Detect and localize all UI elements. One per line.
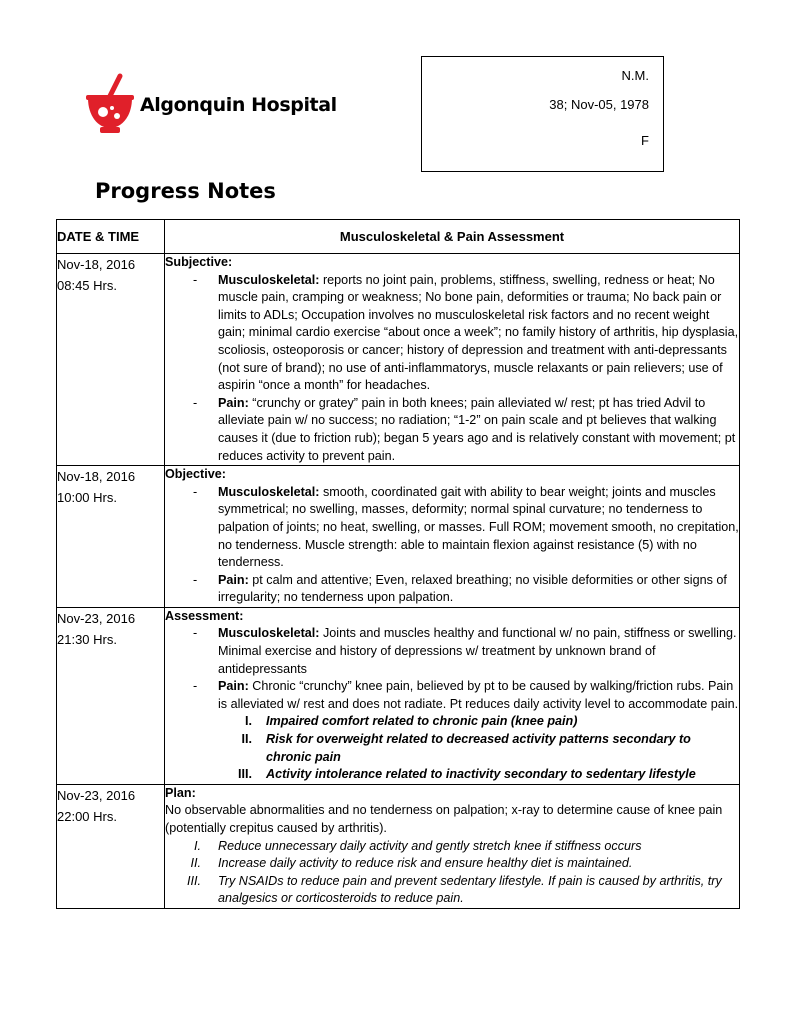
patient-info-box (421, 56, 664, 172)
plan-item (165, 873, 739, 908)
section-heading: Assessment: (165, 608, 244, 623)
item-label: Pain: (218, 572, 249, 587)
item-text: smooth, coordinated gait with ability to bear weight; joints and muscles symmetrical; no swelling, masses, deformity; normal spinal curvature; no tenderness to palpation of joints; no heat, swelling, or masses. Full ROM; movement smooth, no crepitation, no tenderness. Muscle strength: able to maintain flexion against resistance (5) with no tenderness. (218, 484, 739, 570)
note-cell (165, 784, 740, 908)
progress-notes-table (56, 219, 740, 909)
table-row (57, 254, 740, 466)
plan-text: Reduce unnecessary daily activity and gently stretch knee if stiffness occurs (218, 838, 642, 853)
table-row (57, 466, 740, 608)
item-text: “crunchy or gratey” pain in both knees; pain alleviated w/ rest; pt has tried Advil to alleviate pain w/ no success; no radiation; “1-2” on pain scale and pt believes that walking causes it (due to friction rub); began 5 years ago and is relatively constant with movement; pt reduces activity to prevent pain. (218, 395, 736, 463)
diagnosis-text: Impaired comfort related to chronic pain (knee pain) (266, 714, 578, 729)
note-cell (165, 254, 740, 466)
plan-number: I. (194, 838, 201, 853)
entry-date: Nov-23, 2016 (57, 610, 136, 626)
page-title: Progress Notes (95, 179, 276, 203)
plan-number: III. (187, 873, 201, 888)
date-cell (57, 466, 165, 608)
entry-time: 22:00 Hrs. (57, 808, 117, 824)
table-row (57, 784, 740, 908)
table-header-row (57, 220, 740, 254)
date-cell (57, 784, 165, 908)
item-text: pt calm and attentive; Even, relaxed breathing; no visible deformities or other signs of irregularity; no tenderness upon palpation. (218, 572, 727, 605)
item-label: Pain: (218, 679, 249, 694)
plan-item (165, 855, 739, 873)
entry-date: Nov-23, 2016 (57, 787, 136, 803)
column-header-assessment: Musculoskeletal & Pain Assessment (165, 220, 740, 254)
list-item: - Musculoskeletal: smooth, coordinated gait with ability to bear weight; joints and muscles symmetrical; no swelling, masses, deformity; normal spinal curvature; no tenderness to palpation of joints; no heat, swelling, or masses. Full ROM; movement smooth, no crepitation, no tenderness. Muscle strength: able to maintain flexion against resistance (5) with no tenderness. (193, 484, 739, 570)
diagnosis-item (165, 731, 739, 766)
hospital-name: Algonquin Hospital (140, 94, 337, 116)
diagnosis-number: II. (241, 732, 252, 747)
item-label: Musculoskeletal: (218, 272, 320, 287)
diagnosis-item (165, 766, 739, 784)
item-label: Musculoskeletal: (218, 626, 320, 641)
diagnosis-text: Risk for overweight related to decreased activity patterns secondary to chronic pain (266, 732, 691, 764)
item-text: reports no joint pain, problems, stiffness, swelling, redness or heat; No muscle pain, cramping or weakness; No bone pain, deformities or trauma; No back pain or limits to ADLs; Occupation involves no musculoskeletal risk factors and no recent weight gain; minimal cardio exercise “about once a week”; no family history of arthritis, hip dysplasia, scoliosis, osteoporosis or cancer; history of depression and treatment with anti-depressants (not sure of brand); no use of anti-inflammatorys, muscle relaxants or pain relievers; use of aspirin “once a month” for headaches. (218, 272, 739, 393)
table-row (57, 607, 740, 784)
note-cell (165, 607, 740, 784)
section-heading: Plan: (165, 785, 196, 800)
list-item: - Musculoskeletal: reports no joint pain, problems, stiffness, swelling, redness or heat; No muscle pain, cramping or weakness; No bone pain, deformities or trauma; No back pain or limits to ADLs; Occupation involves no musculoskeletal risk factors and no recent weight gain; minimal cardio exercise “about once a week”; no family history of arthritis, hip dysplasia, scoliosis, osteoporosis or cancer; history of depression and treatment with anti-depressants (not sure of brand); no use of anti-inflammatorys, muscle relaxants or pain relievers; use of aspirin “once a month” for headaches. (193, 272, 739, 393)
diagnosis-number: I. (245, 714, 252, 729)
plan-text: Increase daily activity to reduce risk and ensure healthy diet is maintained. (218, 856, 633, 871)
date-cell (57, 254, 165, 466)
list-item: - Pain: Chronic “crunchy” knee pain, believed by pt to be caused by walking/friction rubs. Pain is alleviated w/ rest and does not radiate. Pt reduces daily activity level to accommodate pain. (193, 679, 739, 711)
item-label: Pain: (218, 395, 249, 410)
diagnosis-text: Activity intolerance related to inactivity secondary to sedentary lifestyle (266, 767, 696, 782)
patient-initials: N.M. (621, 68, 649, 83)
plan-intro: No observable abnormalities and no tenderness on palpation; x-ray to determine cause of knee pain (potentially crepitus caused by arthritis). (165, 803, 723, 835)
entry-date: Nov-18, 2016 (57, 257, 136, 272)
plan-number: II. (190, 856, 201, 871)
item-text: Chronic “crunchy” knee pain, believed by pt to be caused by walking/friction rubs. Pain is alleviated w/ rest and does not radiate. Pt reduces daily activity level to accommodate pain. (218, 679, 739, 711)
patient-age-dob: 38; Nov-05, 1978 (549, 97, 649, 112)
section-heading: Subjective: (165, 255, 233, 269)
list-item: - Pain: “crunchy or gratey” pain in both knees; pain alleviated w/ rest; pt has tried Advil to alleviate pain w/ no success; no radiation; “1-2” on pain scale and pt believes that walking causes it (due to friction rub); began 5 years ago and is relatively constant with movement; pt reduces activity to prevent pain. (193, 395, 736, 463)
list-item: - Pain: pt calm and attentive; Even, relaxed breathing; no visible deformities or other signs of irregularity; no tenderness upon palpation. (193, 572, 727, 605)
item-label: Musculoskeletal: (218, 484, 320, 499)
hospital-logo-icon (86, 72, 134, 136)
entry-time: 10:00 Hrs. (57, 490, 117, 506)
entry-date: Nov-18, 2016 (57, 469, 136, 485)
list-item: - Musculoskeletal: Joints and muscles healthy and functional w/ no pain, stiffness or swelling. Minimal exercise and history of depressions w/ treatment by unknown brand of antidepressants (193, 626, 737, 676)
column-header-date: DATE & TIME (57, 220, 165, 254)
diagnosis-number: III. (238, 767, 252, 782)
entry-time: 08:45 Hrs. (57, 278, 117, 293)
patient-sex: F (641, 133, 649, 148)
note-cell (165, 466, 740, 608)
plan-item (165, 838, 739, 856)
plan-text: Try NSAIDs to reduce pain and prevent sedentary lifestyle. If pain is caused by arthritis, try analgesics or corticosteroids to reduce pain. (218, 873, 722, 906)
entry-time: 21:30 Hrs. (57, 631, 117, 647)
diagnosis-item (165, 713, 739, 731)
item-text: Joints and muscles healthy and functional w/ no pain, stiffness or swelling. Minimal exercise and history of depressions w/ treatment by unknown brand of antidepressants (218, 626, 737, 676)
section-heading: Objective: (165, 467, 226, 482)
date-cell (57, 607, 165, 784)
